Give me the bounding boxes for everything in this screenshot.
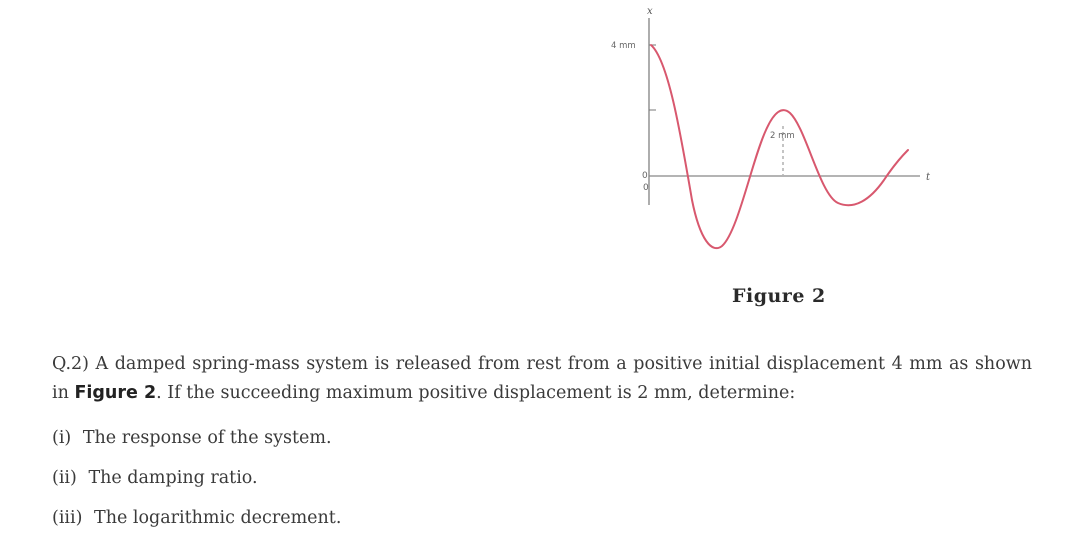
question-text xyxy=(52,350,1032,408)
sub-question-text: The response of the system. xyxy=(82,428,332,448)
sub-question-item xyxy=(52,424,341,464)
y-axis-letter: x xyxy=(647,6,653,17)
damped-oscillation-figure xyxy=(600,0,940,270)
sub-question-numeral: (iii) xyxy=(52,508,83,528)
origin-label-x: 0 xyxy=(642,171,648,181)
origin-label-t: 0 xyxy=(643,183,649,193)
figure-caption: Figure 2 xyxy=(732,285,826,307)
time-axis-letter: t xyxy=(926,172,931,183)
sub-question-numeral: (i) xyxy=(52,428,72,448)
question-suffix: . If the succeeding maximum positive displacement is 2 mm, determine: xyxy=(156,383,796,403)
sub-question-item xyxy=(52,464,341,504)
sub-question-text: The damping ratio. xyxy=(88,468,258,488)
initial-amplitude-label: 4 mm xyxy=(611,41,636,51)
response-curve xyxy=(651,45,908,248)
figure-reference: Figure 2 xyxy=(74,383,157,403)
sub-question-item xyxy=(52,504,341,544)
question-prefix: Q.2) A damped spring-mass system is released from rest from a positive initial displacement 4 mm as shown in xyxy=(52,354,1032,403)
peak-amplitude-label: 2 mm xyxy=(770,131,795,141)
sub-question-list xyxy=(52,424,341,544)
sub-question-numeral: (ii) xyxy=(52,468,77,488)
sub-question-text: The logarithmic decrement. xyxy=(94,508,342,528)
